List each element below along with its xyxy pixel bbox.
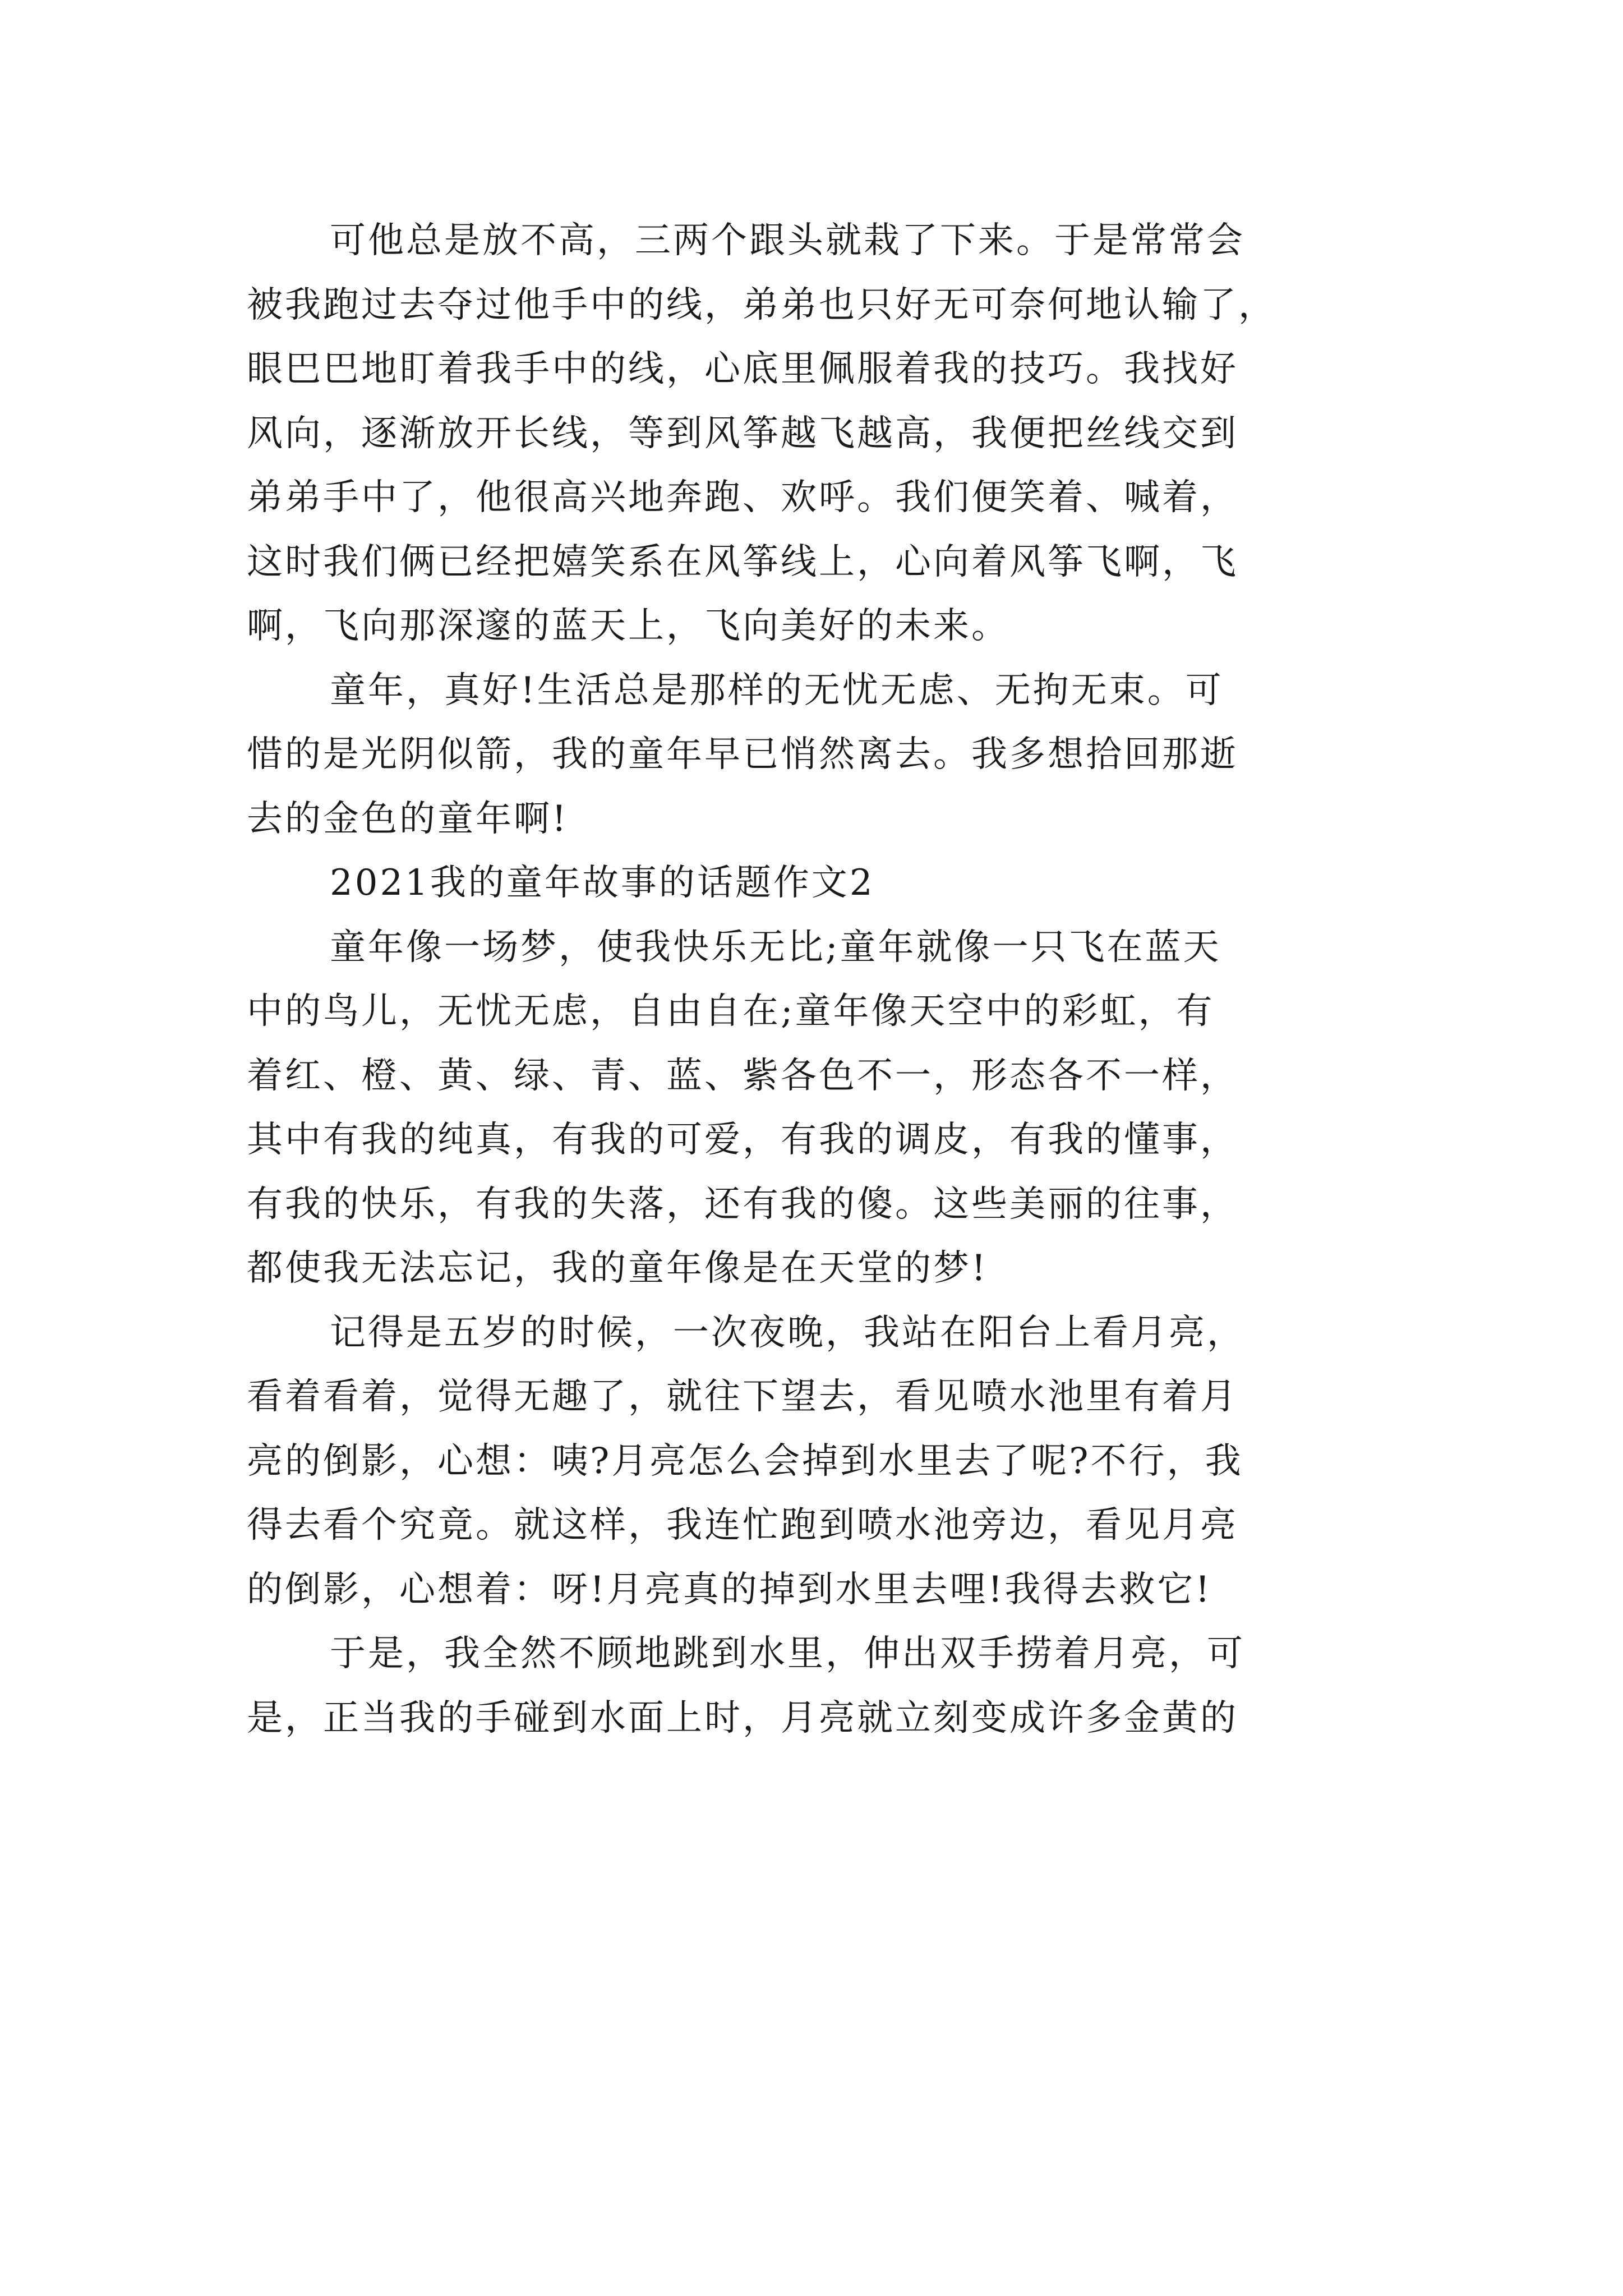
text-line: 记得是五岁的时候，一次夜晚，我站在阳台上看月亮， — [330, 1312, 1245, 1354]
text-line: 都使我无法忘记，我的童年像是在天堂的梦! — [247, 1248, 988, 1289]
text-line: 童年，真好!生活总是那样的无忧无虑、无拘无束。可 — [330, 669, 1224, 711]
text-line: 2021我的童年故事的话题作文2 — [330, 862, 875, 904]
text-line: 于是，我全然不顾地跳到水里，伸出双手捞着月亮，可 — [330, 1633, 1245, 1674]
text-line: 惜的是光阴似箭，我的童年早已悄然离去。我多想拾回那逝 — [247, 734, 1238, 775]
text-line: 的倒影，心想着：呀!月亮真的掉到水里去哩!我得去救它! — [247, 1568, 1212, 1611]
text-line: 弟弟手中了，他很高兴地奔跑、欢呼。我们便笑着、喊着， — [247, 477, 1238, 518]
text-line: 这时我们俩已经把嬉笑系在风筝线上，心向着风筝飞啊，飞 — [247, 541, 1238, 583]
text-line: 其中有我的纯真，有我的可爱，有我的调皮，有我的懂事， — [247, 1119, 1238, 1161]
text-line: 眼巴巴地盯着我手中的线，心底里佩服着我的技巧。我找好 — [247, 348, 1238, 390]
text-line: 童年像一场梦，使我快乐无比;童年就像一只飞在蓝天 — [330, 926, 1221, 968]
text-line: 得去看个究竟。就这样，我连忙跑到喷水池旁边，看见月亮 — [247, 1504, 1238, 1546]
text-line: 着红、橙、黄、绿、青、蓝、紫各色不一，形态各不一样， — [247, 1055, 1238, 1097]
text-line: 有我的快乐，有我的失落，还有我的傻。这些美丽的往事， — [247, 1183, 1238, 1225]
document-body — [247, 209, 1413, 1750]
text-line: 看着看着，觉得无趣了，就往下望去，看见喷水池里有着月 — [247, 1376, 1238, 1418]
text-line: 被我跑过去夺过他手中的线，弟弟也只好无可奈何地认输了， — [247, 284, 1276, 326]
text-line: 去的金色的童年啊! — [247, 798, 569, 840]
text-line: 亮的倒影，心想：咦?月亮怎么会掉到水里去了呢?不行，我 — [247, 1440, 1243, 1482]
text-line: 风向，逐渐放开长线，等到风筝越飞越高，我便把丝线交到 — [247, 412, 1238, 454]
text-line: 可他总是放不高，三两个跟头就栽了下来。于是常常会 — [330, 220, 1245, 261]
text-line: 是，正当我的手碰到水面上时，月亮就立刻变成许多金黄的 — [247, 1697, 1238, 1739]
text-line: 中的鸟儿，无忧无虑，自由自在;童年像天空中的彩虹，有 — [247, 991, 1215, 1032]
text-line: 啊，飞向那深邃的蓝天上，飞向美好的未来。 — [247, 605, 1009, 647]
